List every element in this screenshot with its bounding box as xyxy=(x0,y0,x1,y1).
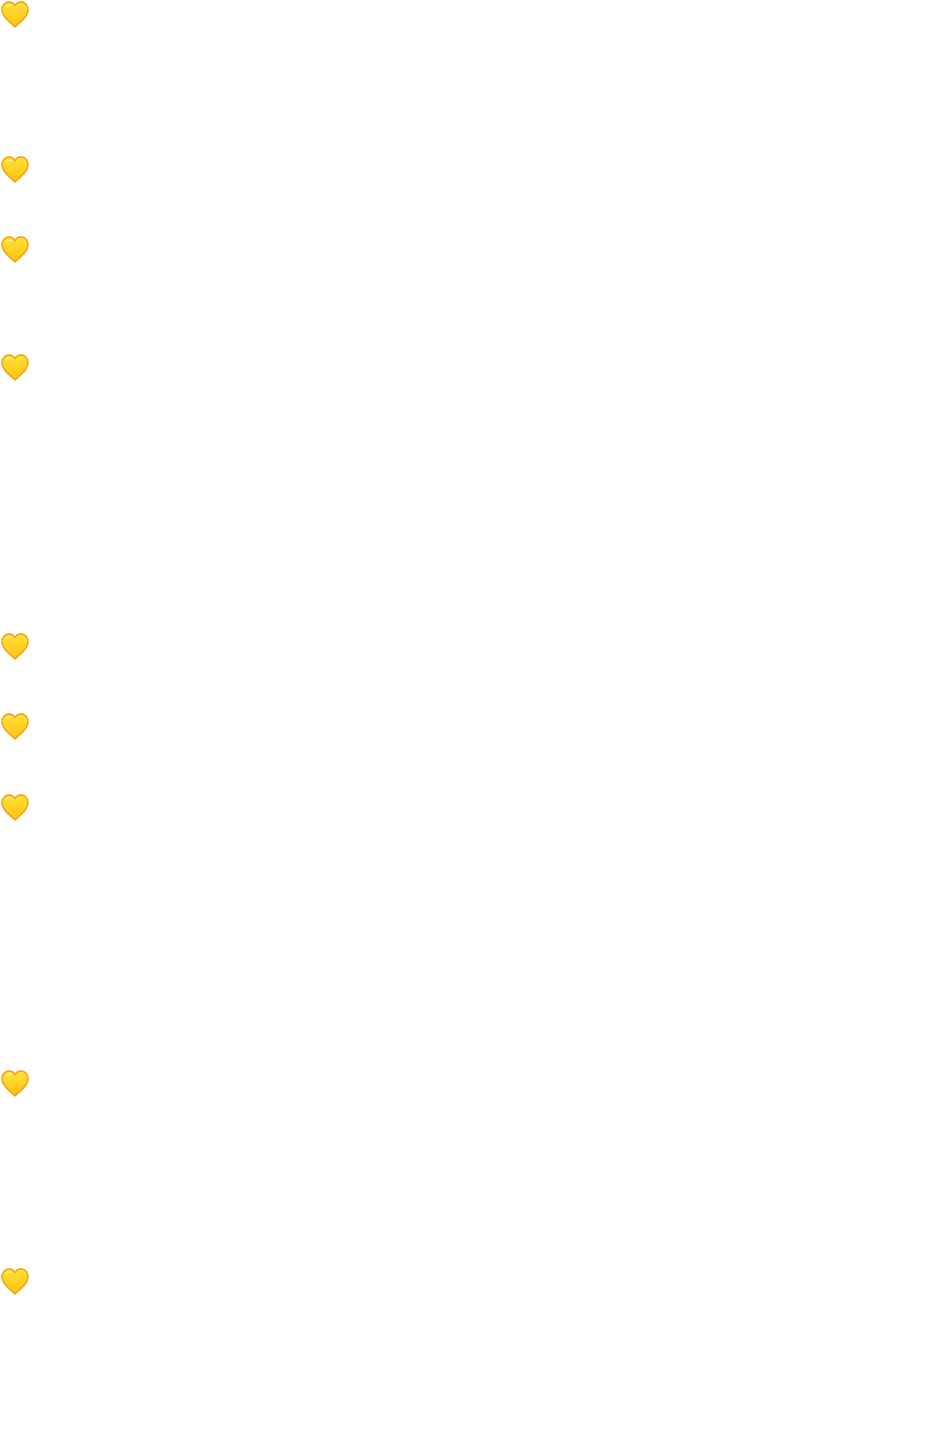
yellow-heart-icon xyxy=(0,712,30,742)
yellow-heart-icon xyxy=(0,155,30,185)
yellow-heart-icon xyxy=(0,235,30,265)
yellow-heart-icon xyxy=(0,0,30,30)
yellow-heart-icon xyxy=(0,632,30,662)
yellow-heart-icon xyxy=(0,1069,30,1099)
yellow-heart-icon xyxy=(0,1267,30,1297)
yellow-heart-icon xyxy=(0,793,30,823)
yellow-heart-icon xyxy=(0,353,30,383)
